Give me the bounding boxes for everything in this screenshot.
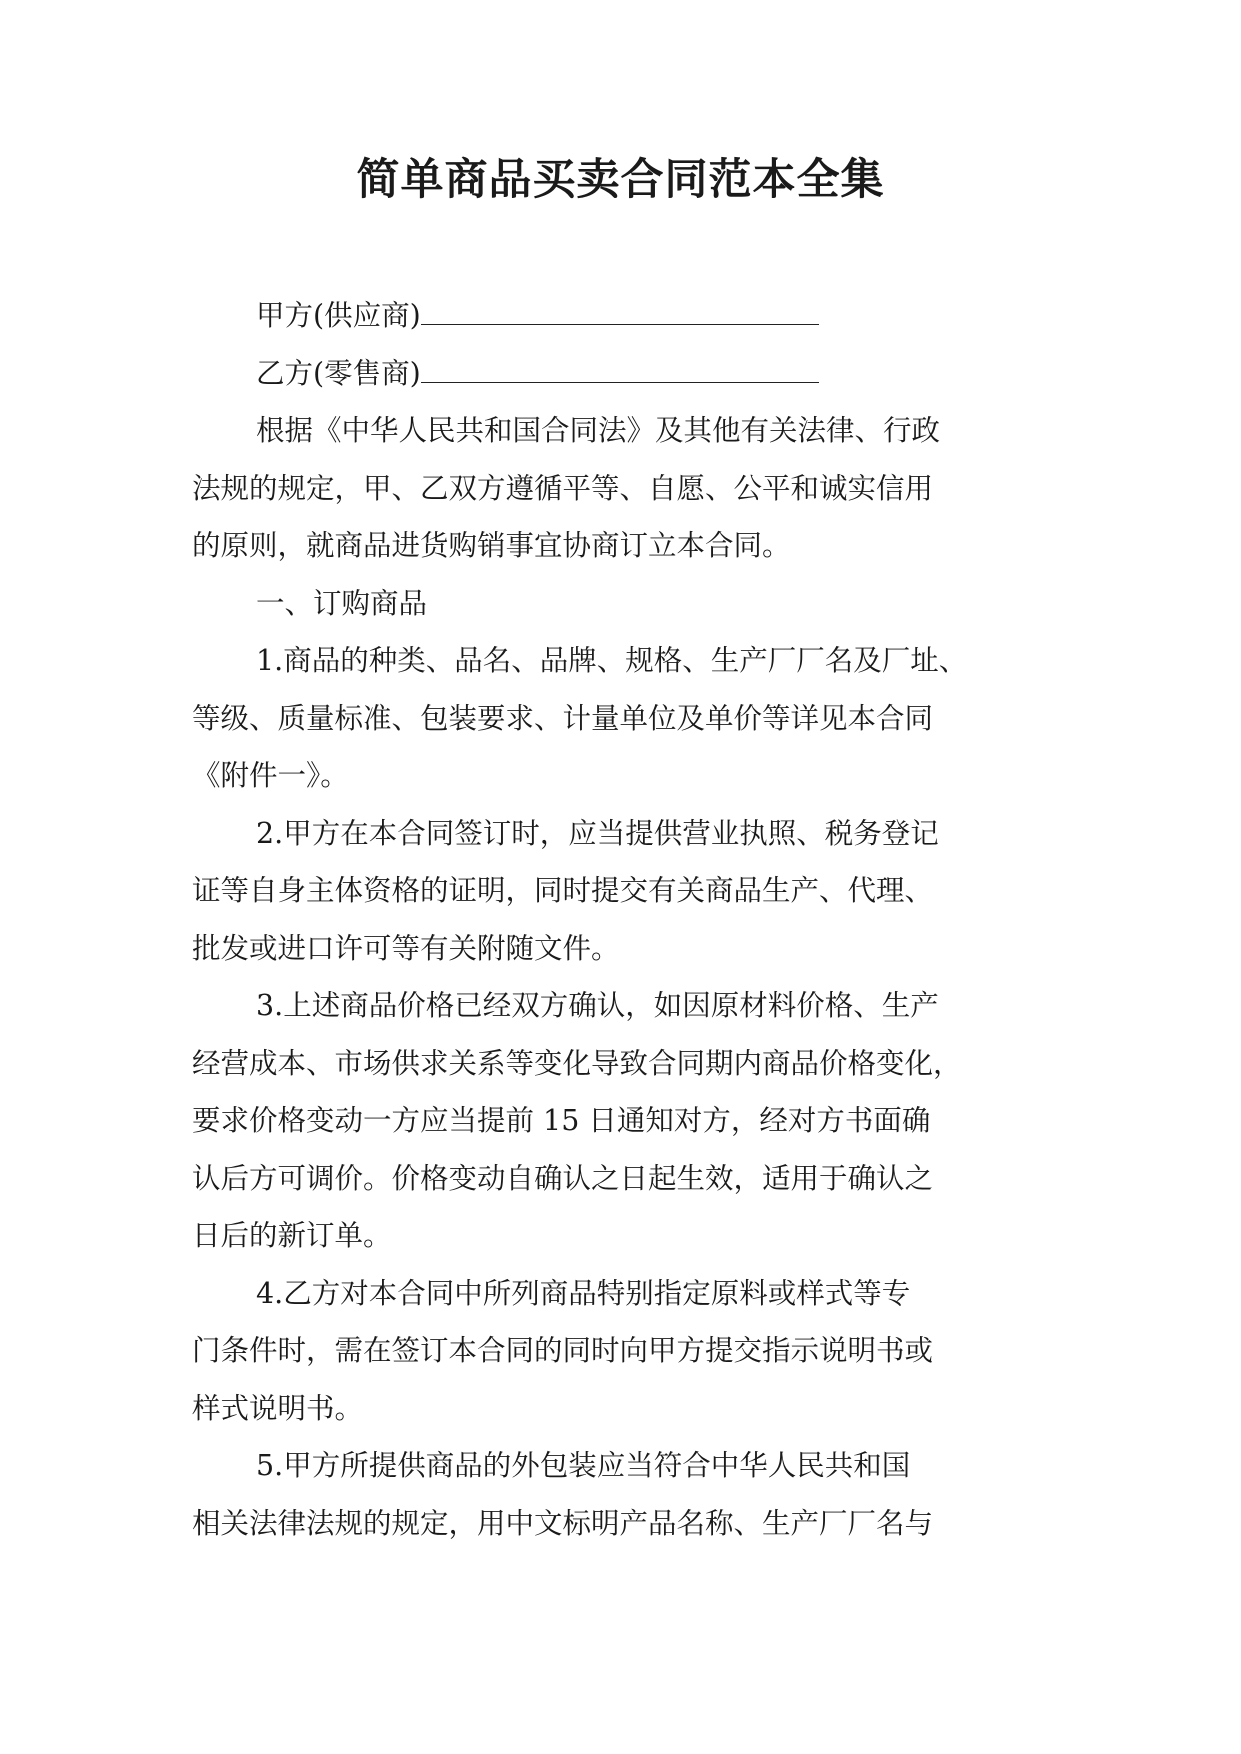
text-line: 要求价格变动一方应当提前 15 日通知对方，经对方书面确 bbox=[192, 1104, 931, 1137]
party-a-line bbox=[192, 287, 1052, 345]
document-title: 简单商品买卖合同范本全集 bbox=[356, 155, 885, 205]
text-line: 相关法律法规的规定，用中文标明产品名称、生产厂厂名与 bbox=[192, 1506, 934, 1540]
text-line: 1.商品的种类、品名、品牌、规格、生产厂厂名及厂址、 bbox=[256, 644, 968, 677]
text-line: 3.上述商品价格已经双方确认，如因原材料价格、生产 bbox=[256, 989, 939, 1022]
party-b-line bbox=[192, 345, 1052, 403]
text-line: 门条件时，需在签订本合同的同时向甲方提交指示说明书或 bbox=[192, 1334, 934, 1367]
party-b-blank bbox=[421, 354, 819, 383]
text-line: 4.乙方对本合同中所列商品特别指定原料或样式等专 bbox=[256, 1276, 911, 1310]
text-line: 认后方可调价。价格变动自确认之日起生效，适用于确认之 bbox=[192, 1161, 934, 1195]
document-body bbox=[192, 287, 1052, 1552]
text-line: 经营成本、市场供求关系等变化导致合同期内商品价格变化， bbox=[192, 1046, 962, 1080]
text-line: 根据《中华人民共和国合同法》及其他有关法律、行政 bbox=[256, 414, 941, 447]
text-line: 证等自身主体资格的证明，同时提交有关商品生产、代理、 bbox=[192, 874, 934, 907]
party-b-label: 乙方(零售商) bbox=[256, 356, 421, 390]
section-heading: 一、订购商品 bbox=[256, 586, 428, 620]
text-line: 5.甲方所提供商品的外包装应当符合中华人民共和国 bbox=[256, 1449, 911, 1482]
text-line: 等级、质量标准、包装要求、计量单位及单价等详见本合同 bbox=[192, 701, 934, 735]
text-line: 法规的规定，甲、乙双方遵循平等、自愿、公平和诚实信用 bbox=[192, 471, 934, 505]
text-line: 日后的新订单。 bbox=[192, 1219, 392, 1252]
text-line: 2.甲方在本合同签订时，应当提供营业执照、税务登记 bbox=[256, 816, 939, 850]
text-line: 《附件一》。 bbox=[192, 759, 349, 792]
party-a-label: 甲方(供应商) bbox=[256, 299, 421, 332]
text-line: 的原则，就商品进货购销事宜协商订立本合同。 bbox=[192, 529, 791, 562]
party-a-blank bbox=[421, 296, 819, 325]
text-line: 样式说明书。 bbox=[192, 1391, 364, 1425]
text-line: 批发或进口许可等有关附随文件。 bbox=[192, 931, 620, 965]
